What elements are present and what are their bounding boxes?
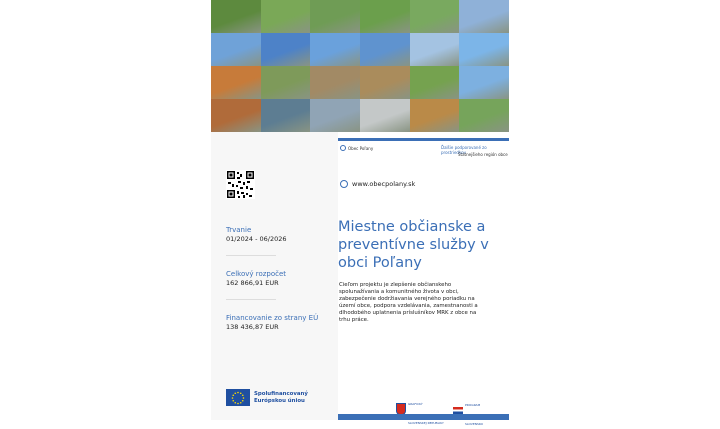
project-description: Cieľom projektu je zlepšenie občianskeho spolunažívania a komunitného života v obci, zabezpečenie dodržiavania verejného poriadku na území obce, podpora vzdelávania, zamestnanosti a dlhodobého uplatnenia príslušníkov MRK z obce na trhu práce. <box>339 282 478 323</box>
eu-text-line2: Európskou úniou <box>254 397 305 404</box>
eu-text-line1: Spolufinancovaný <box>254 391 308 397</box>
photo-tile <box>261 66 311 99</box>
budget-value: 162 866,91 EUR <box>226 279 279 287</box>
sk-logo-line2: SLOVENSKEJ REPUBLIKY <box>408 421 444 425</box>
info-eu-funding <box>226 314 318 331</box>
eu-flag-icon <box>226 389 250 406</box>
program-waves-icon <box>453 407 463 414</box>
photo-tile <box>211 66 261 99</box>
slovak-republic-logo <box>396 390 444 428</box>
location-icon <box>340 145 346 151</box>
photo-tile <box>360 33 410 66</box>
photo-tile <box>261 33 311 66</box>
photo-tile <box>459 99 509 132</box>
project-title: Miestne občianske a preventívne služby v obci Poľany <box>338 219 489 271</box>
photo-tile <box>410 99 460 132</box>
header-note-1: Ďalšie podporované zo prostriedkov <box>441 145 487 155</box>
program-logo-line1: PROGRAM <box>465 403 481 407</box>
photo-tile <box>211 99 261 132</box>
duration-label: Trvanie <box>226 226 252 234</box>
info-budget <box>226 270 286 287</box>
municipality-contact <box>340 145 373 151</box>
qr-code-icon <box>226 170 255 199</box>
photo-tile <box>211 33 261 66</box>
accent-bar-top <box>338 138 509 141</box>
right-column <box>338 132 509 420</box>
photo-tile <box>459 0 509 33</box>
eu-cofunding-logo <box>226 389 308 406</box>
photo-tile <box>360 99 410 132</box>
photo-tile <box>211 0 261 33</box>
header-note-2: Štátnejšieho región obce <box>458 152 508 157</box>
eu-funding-value: 138 436,87 EUR <box>226 323 279 331</box>
program-slovensko-logo <box>453 391 483 429</box>
divider <box>226 299 276 300</box>
website-link[interactable] <box>340 180 415 188</box>
eu-funding-label: Financovanie zo strany EÚ <box>226 314 319 322</box>
photo-tile <box>310 99 360 132</box>
photo-tile <box>261 99 311 132</box>
project-poster <box>211 0 509 426</box>
duration-value: 01/2024 - 06/2026 <box>226 235 287 243</box>
municipality-name: Obec Poľany <box>348 145 374 151</box>
program-logo-line2: SLOVENSKO <box>465 422 484 426</box>
photo-tile <box>410 66 460 99</box>
photo-tile <box>310 33 360 66</box>
photo-tile <box>261 0 311 33</box>
budget-label: Celkový rozpočet <box>226 270 287 278</box>
photo-tile <box>310 0 360 33</box>
photo-tile <box>360 0 410 33</box>
website-url: www.obecpolany.sk <box>352 180 416 188</box>
globe-icon <box>340 180 348 188</box>
photo-tile <box>310 66 360 99</box>
divider <box>226 255 276 256</box>
photo-tile <box>410 33 460 66</box>
photo-tile <box>459 66 509 99</box>
photo-tile <box>459 33 509 66</box>
info-duration <box>226 226 286 243</box>
photo-tile <box>360 66 410 99</box>
photo-tile <box>410 0 460 33</box>
photo-collage <box>211 0 509 132</box>
accent-bar-bottom <box>338 414 509 420</box>
sk-logo-line1: GRAFICKÝ <box>408 402 423 406</box>
